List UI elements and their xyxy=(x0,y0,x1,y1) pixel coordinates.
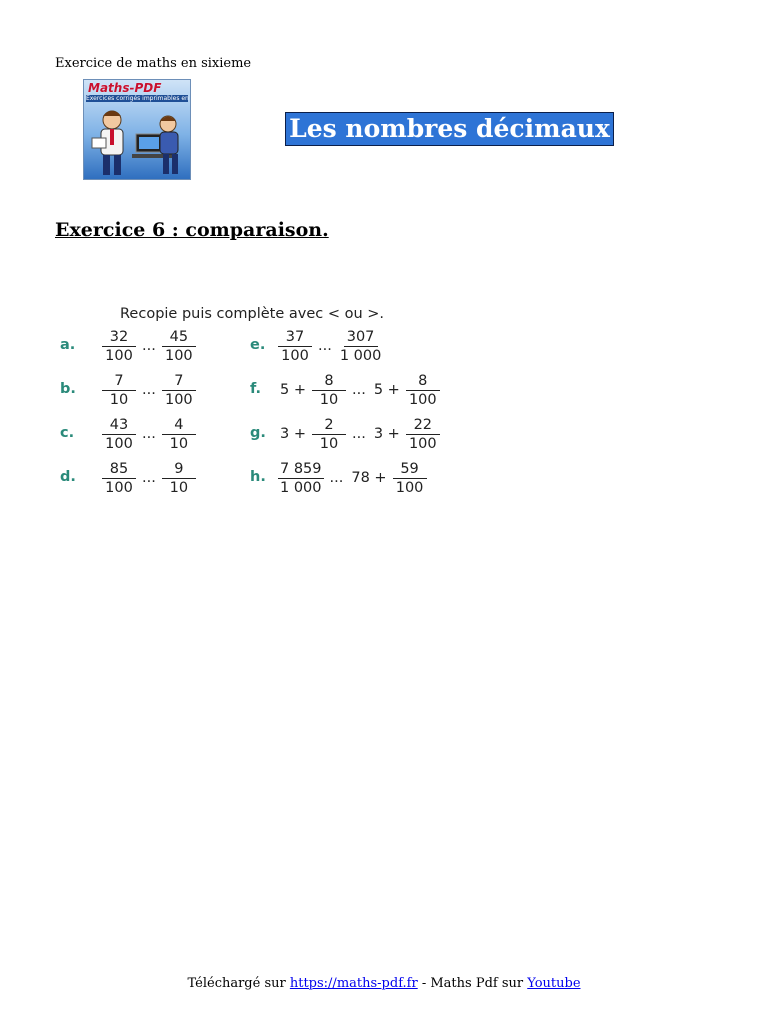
item-letter: b. xyxy=(60,381,76,397)
comparison-blank: ... xyxy=(142,382,156,398)
item-letter: g. xyxy=(250,425,266,441)
comparison-blank: ... xyxy=(351,426,366,442)
exercise-instruction: Recopie puis complète avec < ou >. xyxy=(120,306,385,322)
item-whole-part: 3 + xyxy=(280,426,306,442)
comparison-blank: ... xyxy=(142,426,156,442)
fraction-numerator: 85 xyxy=(102,460,136,479)
exercise-heading: Exercice 6 : comparaison. xyxy=(55,219,329,241)
item-letter: e. xyxy=(250,337,266,353)
comparison-blank: ... xyxy=(351,382,366,398)
page-title-box xyxy=(285,112,614,146)
footer-link-youtube[interactable]: Youtube xyxy=(527,976,581,991)
fraction-denominator: 100 xyxy=(105,479,133,496)
fraction xyxy=(406,416,440,453)
exercise-item xyxy=(250,326,480,366)
comparison-blank: ... xyxy=(318,338,332,354)
comparison-blank: ... xyxy=(142,470,156,486)
item-whole-part: 5 + xyxy=(280,382,306,398)
logo-brand: Maths-PDF xyxy=(88,81,162,95)
fraction xyxy=(102,328,136,365)
fraction-numerator: 37 xyxy=(278,328,312,347)
item-letter: d. xyxy=(60,469,76,485)
fraction xyxy=(278,328,312,365)
fraction-numerator: 307 xyxy=(344,328,378,347)
item-letter: f. xyxy=(250,381,262,397)
logo-tagline: Exercices corrigés imprimables en PDF xyxy=(86,95,203,102)
fraction-numerator: 2 xyxy=(312,416,346,435)
fraction-denominator: 1 000 xyxy=(280,479,322,496)
fraction-denominator: 100 xyxy=(281,347,309,364)
fraction xyxy=(406,372,440,409)
item-letter: c. xyxy=(60,425,75,441)
fraction-denominator: 10 xyxy=(169,435,189,452)
comparison-blank: ... xyxy=(329,470,344,486)
fraction-denominator: 100 xyxy=(408,391,437,408)
fraction xyxy=(278,460,324,497)
fraction-denominator: 100 xyxy=(164,347,193,364)
fraction-numerator: 9 xyxy=(162,460,196,479)
footer xyxy=(0,976,768,991)
fraction xyxy=(162,328,196,365)
fraction-denominator: 100 xyxy=(105,435,133,452)
fraction-numerator: 32 xyxy=(102,328,136,347)
fraction-numerator: 45 xyxy=(162,328,196,347)
exercise-item xyxy=(250,414,480,454)
fraction-numerator: 7 xyxy=(162,372,196,391)
fraction-denominator: 1 000 xyxy=(339,347,382,364)
footer-middle: - Maths Pdf sur xyxy=(421,976,524,991)
fraction-numerator: 7 859 xyxy=(280,460,322,477)
fraction-denominator: 10 xyxy=(169,479,189,496)
fraction-denominator: 100 xyxy=(105,347,133,364)
fraction xyxy=(102,460,136,497)
fraction-numerator: 43 xyxy=(102,416,136,435)
footer-link-site[interactable]: https://maths-pdf.fr xyxy=(289,976,418,991)
page-title: Les nombres décimaux xyxy=(289,114,610,143)
top-note: Exercice de maths en sixieme xyxy=(55,56,252,71)
fraction xyxy=(162,372,196,409)
fraction-denominator: 100 xyxy=(395,479,424,496)
fraction xyxy=(102,372,136,409)
fraction xyxy=(102,416,136,453)
exercise-item xyxy=(250,458,480,498)
comparison-blank: ... xyxy=(142,338,156,354)
fraction-numerator: 59 xyxy=(393,460,427,479)
item-whole-part: 3 + xyxy=(373,426,400,442)
fraction-numerator: 8 xyxy=(406,372,440,391)
item-letter: a. xyxy=(60,337,76,353)
fraction xyxy=(393,460,427,497)
item-whole-part: 78 + xyxy=(351,470,387,486)
fraction-numerator: 8 xyxy=(312,372,346,391)
fraction-denominator: 10 xyxy=(319,391,339,408)
fraction xyxy=(162,460,196,497)
fraction xyxy=(312,372,346,409)
exercise-item xyxy=(250,370,480,410)
fraction-denominator: 100 xyxy=(164,391,193,408)
exercise-block xyxy=(60,300,480,515)
fraction-denominator: 10 xyxy=(319,435,339,452)
fraction xyxy=(338,328,384,365)
fraction-numerator: 4 xyxy=(162,416,196,435)
fraction-numerator: 7 xyxy=(102,372,136,391)
fraction xyxy=(312,416,346,453)
item-whole-part: 5 + xyxy=(373,382,400,398)
fraction-denominator: 10 xyxy=(109,391,129,408)
footer-prefix: Téléchargé sur xyxy=(187,976,286,991)
item-letter: h. xyxy=(250,469,266,485)
fraction xyxy=(162,416,196,453)
fraction-denominator: 100 xyxy=(408,435,437,452)
logo-illustration-icon xyxy=(84,104,190,179)
maths-pdf-logo[interactable] xyxy=(83,79,203,180)
fraction-numerator: 22 xyxy=(406,416,440,435)
